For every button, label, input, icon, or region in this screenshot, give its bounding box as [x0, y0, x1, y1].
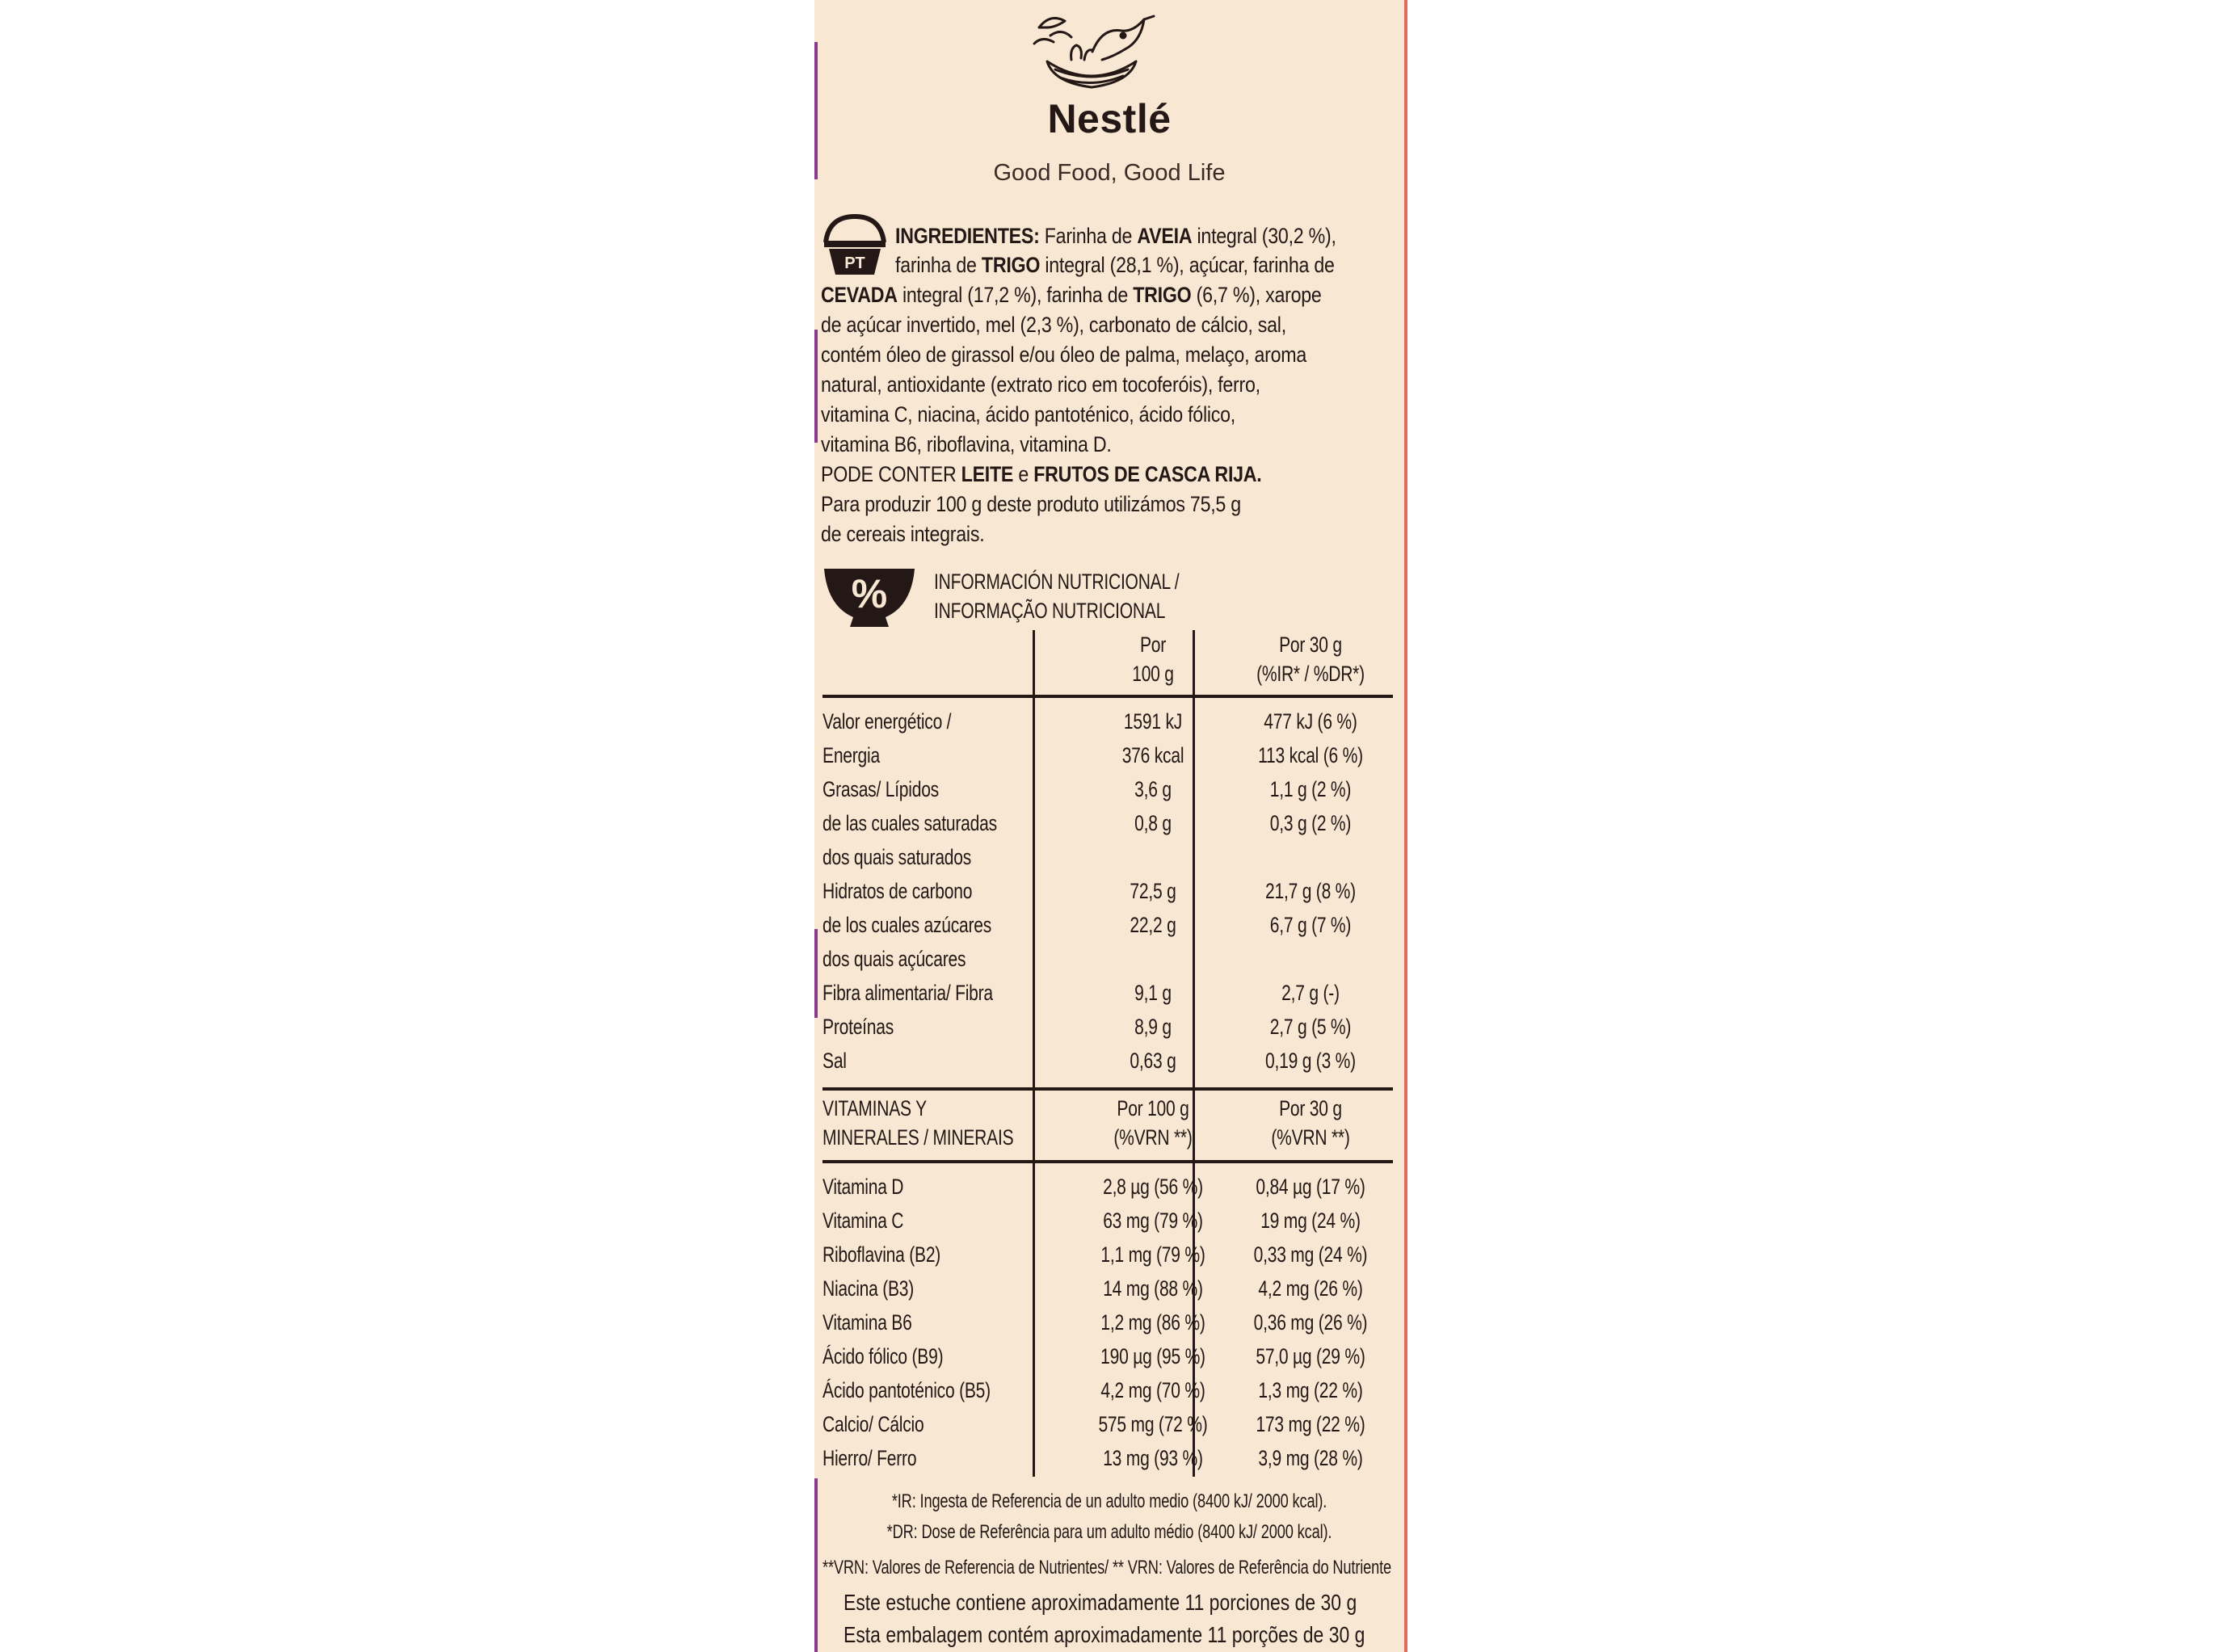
ingredients-line [821, 490, 1241, 519]
row-value-per30: 57,0 µg (29 %) [1256, 1344, 1365, 1368]
row-value-per100: 0,63 g [1130, 1049, 1176, 1073]
row-value-per100: 1591 kJ [1123, 709, 1183, 734]
table-rule [823, 1087, 1393, 1091]
edge-mark [814, 1478, 818, 1652]
edge-mark [814, 929, 818, 1018]
ingredient-text: contém óleo de girassol e/ou óleo de palma, melaço, aroma [821, 343, 1306, 367]
ingredients-line [821, 340, 1306, 369]
ingredient-highlight: INGREDIENTES: [895, 224, 1040, 248]
row-value-per30: 477 kJ (6 %) [1264, 709, 1357, 734]
row-label: Hidratos de carbono [823, 879, 973, 903]
row-value-per100: 22,2 g [1130, 913, 1176, 937]
nestle-nest-logo [1023, 3, 1160, 100]
bowl-percent-icon [821, 565, 918, 630]
vitamins-col-per100: Por 100 g [1117, 1096, 1189, 1120]
ingredient-text: de cereais integrais. [821, 522, 985, 546]
row-label: Calcio/ Cálcio [823, 1412, 924, 1436]
row-value-per100: 190 µg (95 %) [1100, 1344, 1205, 1368]
footnote-vrn: **VRN: Valores de Referencia de Nutrientes/ ** VRN: Valores de Referência do Nutriente [823, 1557, 1392, 1578]
ingredient-text: Para produzir 100 g deste produto utilizámos 75,5 g [821, 492, 1241, 516]
ingredients-line [895, 250, 1335, 280]
ingredients-line [821, 280, 1322, 309]
row-label: de las cuales saturadas [823, 811, 997, 835]
row-label: Vitamina D [823, 1175, 904, 1199]
row-value-per30: 1,1 g (2 %) [1269, 777, 1352, 801]
ingredients-line [821, 370, 1260, 399]
percent-symbol: % [851, 571, 888, 616]
row-label: Hierro/ Ferro [823, 1446, 917, 1470]
row-value-per30: 21,7 g (8 %) [1265, 879, 1356, 903]
row-value-per100: 1,2 mg (86 %) [1100, 1310, 1205, 1335]
vitamins-col-per100-ref: (%VRN **) [1113, 1125, 1193, 1150]
row-value-per30: 0,84 µg (17 %) [1256, 1175, 1365, 1199]
row-label: Valor energético / [823, 709, 952, 734]
col-header-per100-unit: 100 g [1132, 662, 1174, 686]
row-label: Proteínas [823, 1015, 894, 1039]
row-value-per100: 13 mg (93 %) [1103, 1446, 1203, 1470]
col-header-per100: Por [1139, 633, 1167, 657]
ingredient-text: de açúcar invertido, mel (2,3 %), carbonato de cálcio, sal, [821, 313, 1286, 337]
vitamins-col-per30: Por 30 g [1279, 1096, 1342, 1120]
ingredient-text: vitamina C, niacina, ácido pantoténico, ácido fólico, [821, 402, 1235, 427]
ingredient-text: (6,7 %), xarope [1191, 283, 1322, 307]
ingredient-text: farinha de [895, 253, 982, 277]
ingredient-highlight: LEITE [961, 462, 1014, 486]
row-label: dos quais saturados [823, 845, 972, 869]
ingredients-line [821, 519, 984, 549]
col-header-per30: Por 30 g [1279, 633, 1342, 657]
nutrition-title-pt: INFORMAÇÃO NUTRICIONAL [934, 599, 1166, 623]
ingredients-line [895, 221, 1336, 250]
ingredient-highlight: AVEIA [1137, 224, 1193, 248]
portions-es: Este estuche contiene aproximadamente 11 porciones de 30 g [844, 1590, 1357, 1615]
ingredient-text: integral (17,2 %), farinha de [897, 283, 1134, 307]
ingredient-highlight: TRIGO [981, 253, 1041, 277]
row-label: Niacina (B3) [823, 1276, 915, 1301]
row-value-per30: 2,7 g (5 %) [1269, 1015, 1352, 1039]
row-value-per100: 376 kcal [1121, 743, 1184, 767]
row-value-per30: 3,9 mg (28 %) [1258, 1446, 1363, 1470]
row-value-per100: 4,2 mg (70 %) [1100, 1378, 1205, 1402]
ingredient-highlight: CEVADA [821, 283, 898, 307]
row-value-per30: 2,7 g (-) [1281, 981, 1340, 1005]
row-value-per100: 0,8 g [1134, 811, 1172, 835]
edge-mark [814, 330, 818, 443]
row-label: Sal [823, 1049, 847, 1073]
vitamins-col-per30-ref: (%VRN **) [1271, 1125, 1350, 1150]
row-label: Vitamina B6 [823, 1310, 912, 1335]
footnote-dr: *DR: Dose de Referência para um adulto médio (8400 kJ/ 2000 kcal). [886, 1521, 1332, 1543]
ingredient-text: e [1013, 462, 1034, 486]
ingredient-text: vitamina B6, riboflavina, vitamina D. [821, 432, 1112, 456]
ingredient-text: Farinha de [1039, 224, 1138, 248]
row-value-per100: 575 mg (72 %) [1098, 1412, 1208, 1436]
row-label: Ácido pantoténico (B5) [823, 1378, 991, 1402]
ingredients-line [821, 460, 1261, 489]
ingredient-highlight: TRIGO [1133, 283, 1192, 307]
row-value-per30: 1,3 mg (22 %) [1258, 1378, 1363, 1402]
label-panel [814, 0, 1404, 1652]
basket-icon [821, 212, 889, 278]
col-header-per30-ref: (%IR* / %DR*) [1256, 662, 1365, 686]
portions-pt: Esta embalagem contém aproximadamente 11 porções de 30 g [844, 1622, 1365, 1647]
ingredients-line [821, 400, 1235, 429]
row-value-per100: 72,5 g [1130, 879, 1176, 903]
row-value-per30: 4,2 mg (26 %) [1258, 1276, 1363, 1301]
row-value-per30: 0,19 g (3 %) [1265, 1049, 1356, 1073]
brand-tagline: Good Food, Good Life [993, 160, 1226, 186]
language-code: PT [844, 254, 865, 272]
brand-name: Nestlé [1047, 96, 1172, 141]
row-value-per30: 173 mg (22 %) [1256, 1412, 1365, 1436]
footnote-ir: *IR: Ingesta de Referencia de un adulto medio (8400 kJ/ 2000 kcal). [891, 1490, 1327, 1512]
ingredients-line [821, 310, 1286, 339]
row-label: dos quais açúcares [823, 947, 966, 971]
ingredient-text: integral (28,1 %), açúcar, farinha de [1040, 253, 1335, 277]
row-label: Fibra alimentaria/ Fibra [823, 981, 993, 1005]
row-value-per30: 113 kcal (6 %) [1258, 743, 1363, 767]
row-label: Riboflavina (B2) [823, 1242, 941, 1267]
row-value-per30: 0,36 mg (26 %) [1253, 1310, 1368, 1335]
ingredient-text: natural, antioxidante (extrato rico em tocoferóis), ferro, [821, 372, 1260, 397]
table-rule [823, 1160, 1393, 1163]
ingredient-text: PODE CONTER [821, 462, 961, 486]
row-label: Vitamina C [823, 1209, 904, 1233]
row-label: de los cuales azúcares [823, 913, 992, 937]
vitamins-header-label: VITAMINAS Y [823, 1096, 927, 1120]
row-label: Grasas/ Lípidos [823, 777, 939, 801]
row-value-per30: 0,33 mg (24 %) [1253, 1242, 1368, 1267]
row-value-per100: 2,8 µg (56 %) [1103, 1175, 1203, 1199]
table-divider [1033, 630, 1035, 1477]
row-label: Energia [823, 743, 880, 767]
table-rule [823, 695, 1393, 698]
row-value-per100: 8,9 g [1134, 1015, 1172, 1039]
row-value-per30: 19 mg (24 %) [1260, 1209, 1361, 1233]
row-value-per100: 14 mg (88 %) [1103, 1276, 1203, 1301]
vitamins-header-label-2: MINERALES / MINERAIS [823, 1125, 1014, 1150]
row-label: Ácido fólico (B9) [823, 1344, 944, 1368]
row-value-per30: 0,3 g (2 %) [1269, 811, 1352, 835]
row-value-per100: 63 mg (79 %) [1103, 1209, 1203, 1233]
row-value-per100: 9,1 g [1134, 981, 1172, 1005]
row-value-per100: 1,1 mg (79 %) [1100, 1242, 1205, 1267]
row-value-per100: 3,6 g [1134, 777, 1172, 801]
ingredients-line [821, 430, 1112, 459]
ingredient-text: integral (30,2 %), [1192, 224, 1336, 248]
nutrition-title-es: INFORMACIÓN NUTRICIONAL / [934, 570, 1180, 594]
row-value-per30: 6,7 g (7 %) [1269, 913, 1352, 937]
ingredient-highlight: FRUTOS DE CASCA RIJA. [1033, 462, 1262, 486]
edge-stripe [1404, 0, 1407, 1652]
